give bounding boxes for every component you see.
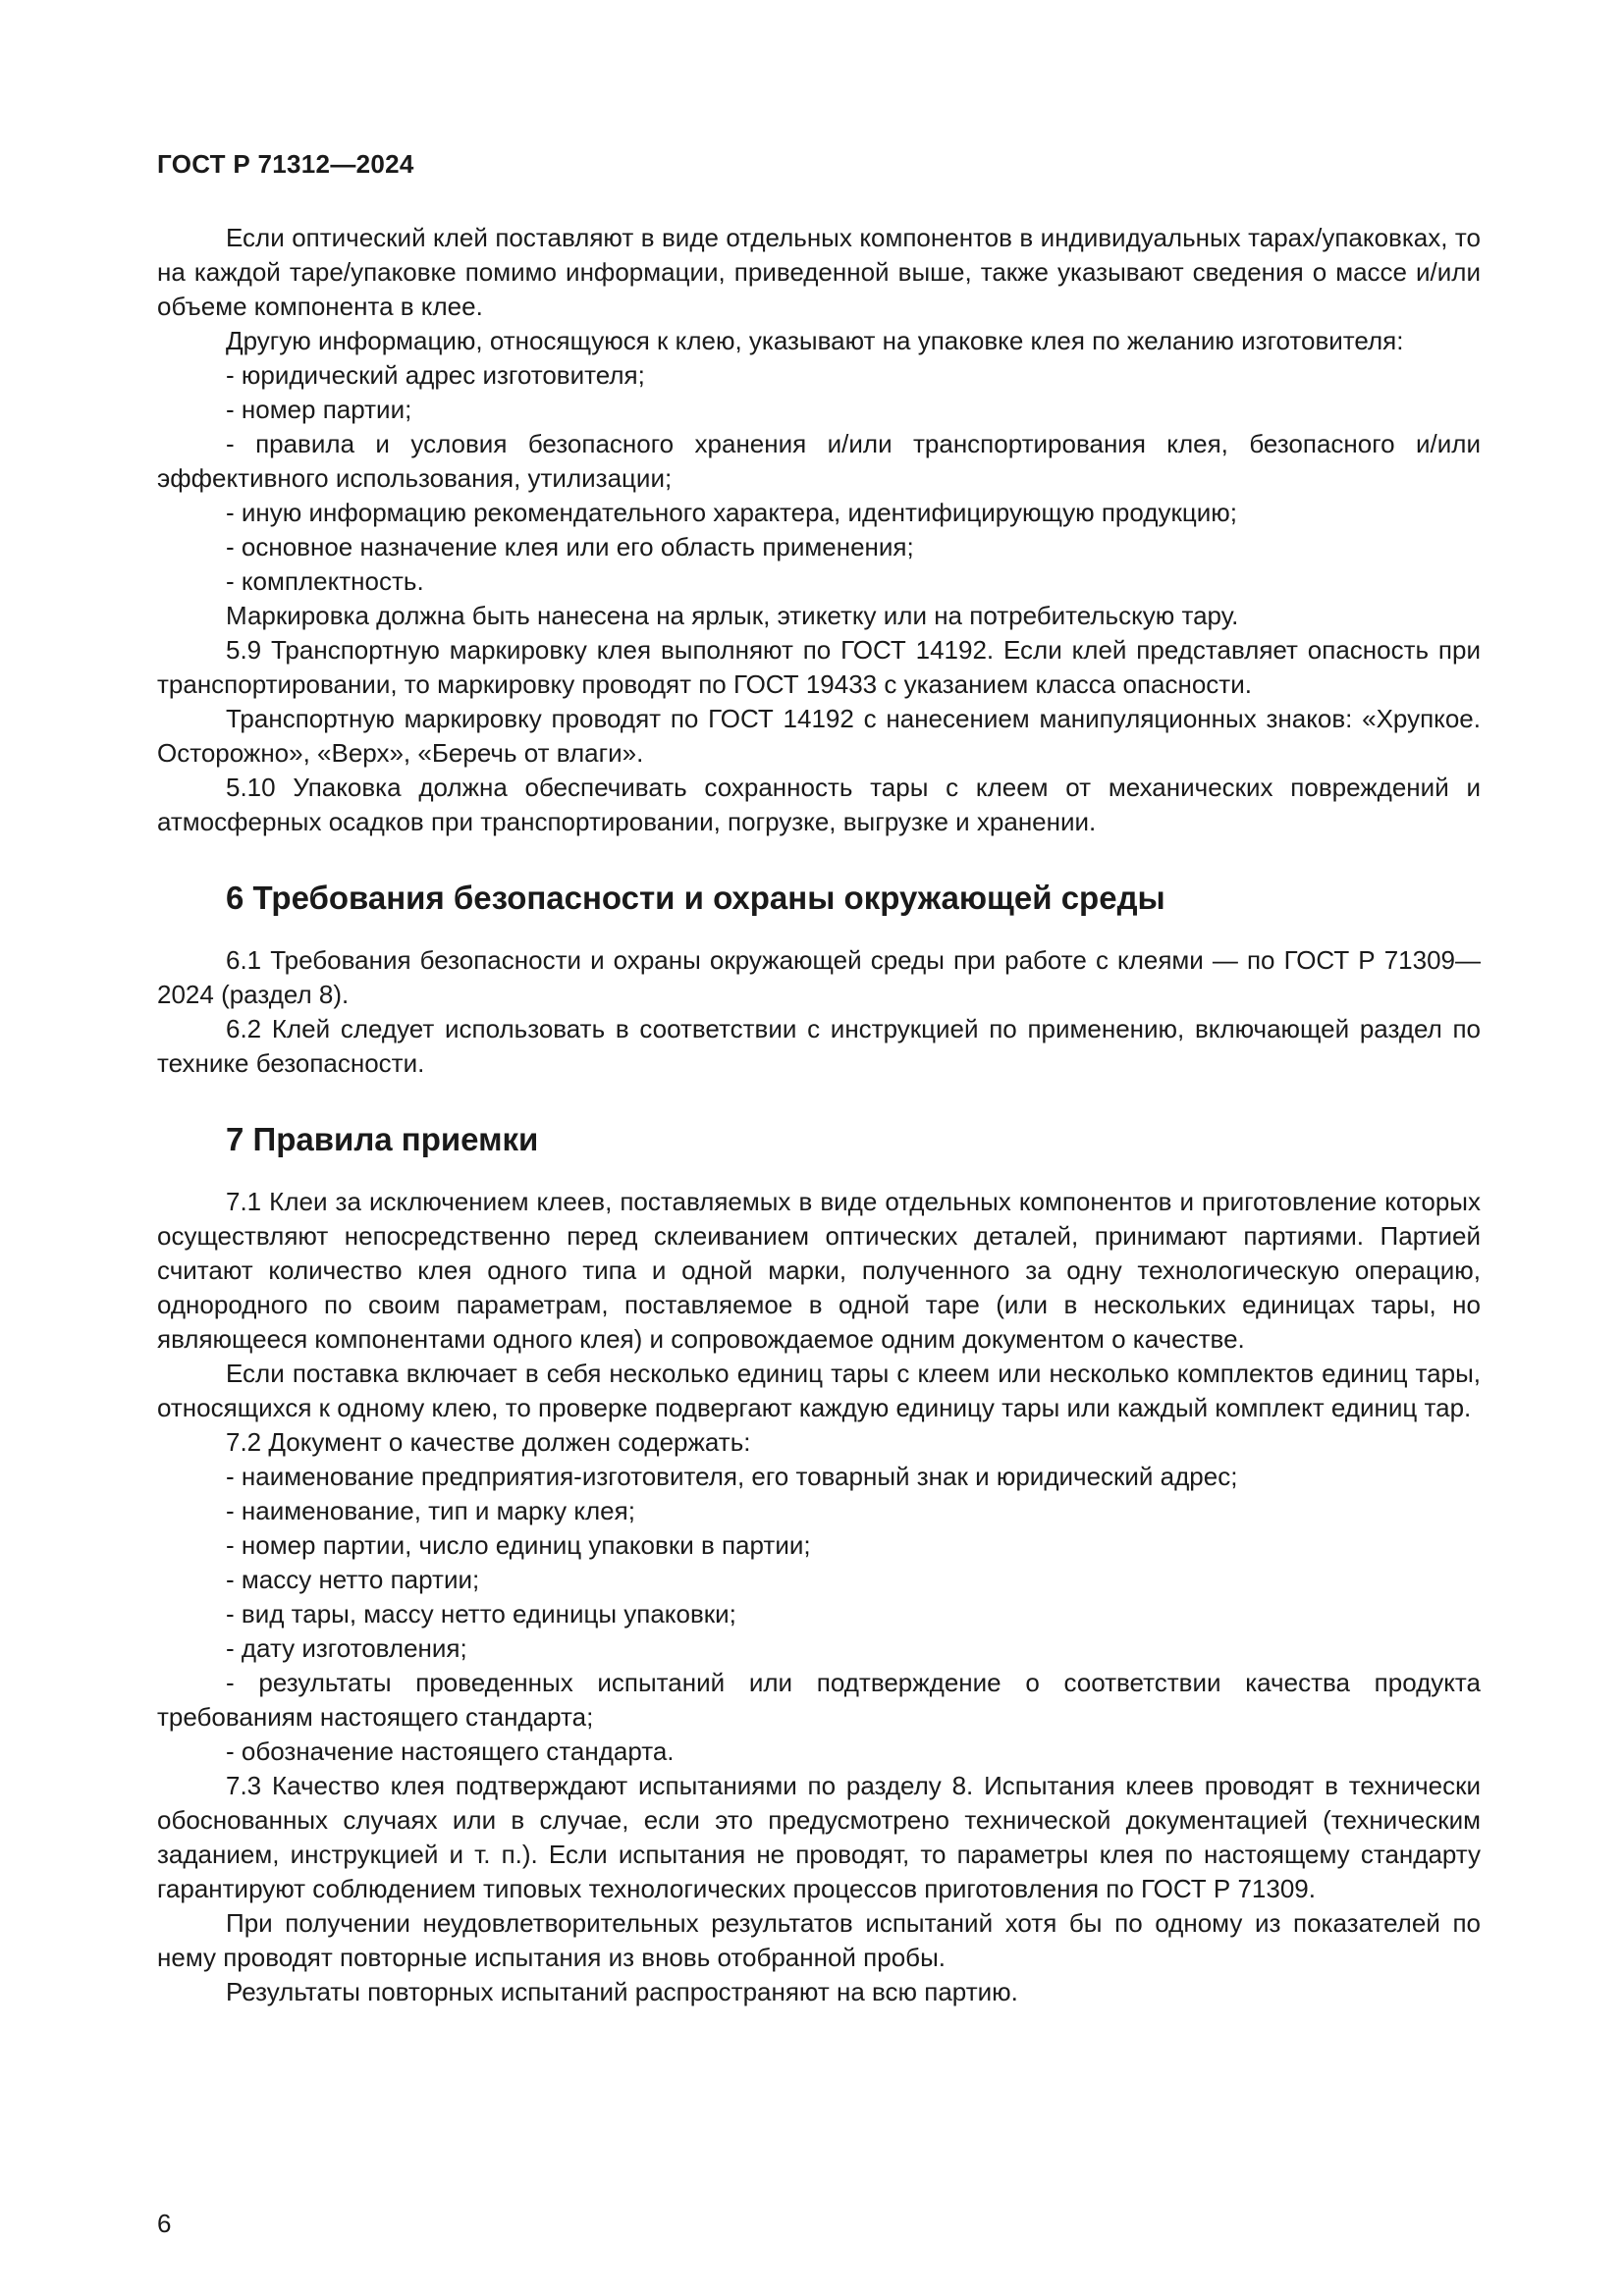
paragraph: 7.2 Документ о качестве должен содержать: [226, 1427, 751, 1457]
paragraph: 5.10 Упаковка должна обеспечивать сохранность тары с клеем от механических повреждений и атмосферных осадков при транспортировании, погрузке, выгрузке и хранении. [157, 773, 1481, 836]
paragraph: Транспортную маркировку проводят по ГОСТ 14192 с нанесением манипуляционных знаков: «Хрупкое. Осторожно», «Верх», «Беречь от влаги». [157, 704, 1481, 768]
paragraph: При получении неудовлетворительных результатов испытаний хотя бы по одному из показателей по нему проводят повторные испытания из вновь отобранной пробы. [157, 1908, 1481, 1972]
paragraph: 7.1 Клеи за исключением клеев, поставляемых в виде отдельных компонентов и приготовление которых осуществляют непосредственно перед склеиванием оптических деталей, принимают партиями. Партией считают количество клея одного типа и одной марки, полученного за одну технологическую операцию, однородного по своим параметрам, поставляемое в одной таре (или в нескольких единицах тары, но являющееся компонентами одного клея) и сопровождаемое одним документом о качестве. [157, 1187, 1481, 1354]
section-heading-6: 6 Требования безопасности и охраны окружающей среды [226, 880, 1165, 916]
list-item: - вид тары, массу нетто единицы упаковки; [226, 1599, 736, 1629]
paragraph: Если оптический клей поставляют в виде отдельных компонентов в индивидуальных тарах/упаковках, то на каждой таре/упаковке помимо информации, приведенной выше, также указывают сведения о массе и/или объеме компонента в клее. [157, 223, 1481, 321]
document-header: ГОСТ Р 71312—2024 [157, 149, 414, 179]
list-item: - дату изготовления; [226, 1633, 467, 1663]
list-item: - обозначение настоящего стандарта. [226, 1736, 675, 1766]
paragraph: Если поставка включает в себя несколько единиц тары с клеем или несколько комплектов единиц тары, относящихся к одному клею, то проверке подвергают каждую единицу тары или каждый комплект единиц тар. [157, 1359, 1481, 1422]
section-heading-7: 7 Правила приемки [226, 1121, 539, 1157]
paragraph: 7.3 Качество клея подтверждают испытаниями по разделу 8. Испытания клеев проводят в технически обоснованных случаях или в случае, если это предусмотрено технической документацией (техническим заданием, инструкцией и т. п.). Если испытания не проводят, то параметры клея по настоящему стандарту гарантируют соблюдением типовых технологических процессов приготовления по ГОСТ Р 71309. [157, 1771, 1481, 1903]
list-item: - наименование, тип и марку клея; [226, 1496, 635, 1525]
list-item: - основное назначение клея или его область применения; [226, 532, 914, 561]
paragraph: 6.1 Требования безопасности и охраны окружающей среды при работе с клеями — по ГОСТ Р 71309—2024 (раздел 8). [157, 945, 1481, 1009]
list-item: - массу нетто партии; [226, 1565, 480, 1594]
list-item: - правила и условия безопасного хранения и/или транспортирования клея, безопасного и/или эффективного использования, утилизации; [157, 429, 1481, 493]
paragraph: Другую информацию, относящуюся к клею, указывают на упаковке клея по желанию изготовителя: [226, 326, 1404, 355]
list-item: - юридический адрес изготовителя; [226, 360, 645, 390]
document-body [157, 221, 1481, 2009]
list-item: - номер партии; [226, 395, 412, 424]
list-item: - номер партии, число единиц упаковки в партии; [226, 1530, 811, 1560]
paragraph: 5.9 Транспортную маркировку клея выполняют по ГОСТ 14192. Если клей представляет опасность при транспортировании, то маркировку проводят по ГОСТ 19433 с указанием класса опасности. [157, 635, 1481, 699]
list-item: - иную информацию рекомендательного характера, идентифицирующую продукцию; [226, 498, 1237, 527]
list-item: - комплектность. [226, 566, 424, 596]
list-item: - наименование предприятия-изготовителя, его товарный знак и юридический адрес; [226, 1462, 1238, 1491]
paragraph: 6.2 Клей следует использовать в соответствии с инструкцией по применению, включающей раздел по технике безопасности. [157, 1014, 1481, 1078]
paragraph: Маркировка должна быть нанесена на ярлык, этикетку или на потребительскую тару. [226, 601, 1239, 630]
paragraph: Результаты повторных испытаний распространяют на всю партию. [226, 1977, 1018, 2006]
page-number: 6 [157, 2209, 172, 2238]
list-item: - результаты проведенных испытаний или подтверждение о соответствии качества продукта требованиям настоящего стандарта; [157, 1668, 1481, 1732]
